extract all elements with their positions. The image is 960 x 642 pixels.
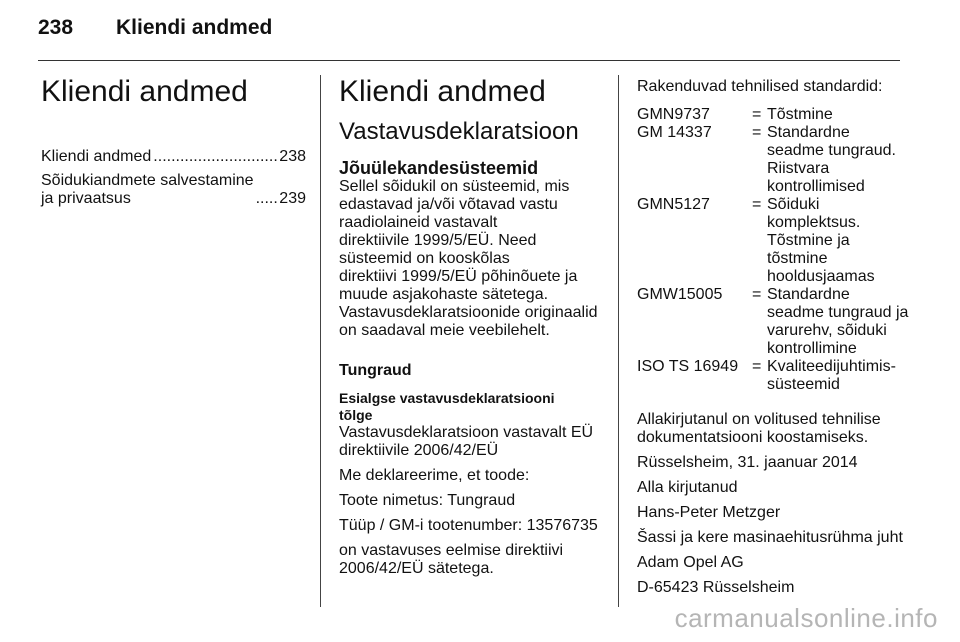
paragraph-we-declare: Me deklareerime, et toode:: [339, 467, 530, 484]
text-line: komplektsus.: [767, 214, 861, 231]
column-left: [41, 72, 306, 214]
text-line: Vastavusdeklaratsioon vastavalt EÜ: [339, 424, 594, 441]
text-line: Sellel sõidukil on süsteemid, mis: [339, 178, 570, 195]
paragraph-conformity: [339, 542, 601, 578]
table-of-contents: [41, 148, 306, 208]
text-line: seadme tungraud.: [767, 142, 896, 159]
text-line: direktiivi 1999/5/EÜ põhinõuete ja: [339, 268, 578, 285]
text-line: muude asjakohaste sätetega.: [339, 286, 549, 303]
signer-title: Šassi ja kere masinaehitusrühma juht: [637, 529, 903, 546]
paragraph-directive: [339, 424, 601, 460]
standard-description: [767, 124, 910, 196]
equals-sign: =: [752, 358, 762, 375]
text-line: dokumentatsiooni koostamiseks.: [637, 429, 869, 446]
toc-item-page: 239: [279, 190, 306, 207]
toc-item-page: 238: [279, 148, 306, 165]
text-line: varurehv, sõiduki: [767, 322, 887, 339]
paragraph-authorization: [637, 411, 912, 447]
column-divider-2: [618, 75, 619, 607]
header-divider: [38, 60, 900, 61]
text-line: seadme tungraud ja: [767, 304, 909, 321]
text-line: Standardne: [767, 124, 850, 141]
watermark: carmanualsonline.info: [674, 603, 938, 633]
standard-code: ISO TS 16949: [637, 358, 739, 375]
standard-description: [767, 358, 910, 394]
header-title: Kliendi andmed: [116, 16, 273, 39]
equals-sign: =: [752, 106, 762, 123]
paragraph-part-number: Tüüp / GM-i tootenumber: 13576735: [339, 517, 598, 534]
signed-label: Alla kirjutanud: [637, 479, 738, 496]
equals-sign: =: [752, 286, 762, 303]
section-title: Kliendi andmed: [339, 75, 546, 108]
running-header: [38, 16, 272, 40]
text-line: Standardne: [767, 286, 850, 303]
text-line: Tõstmine: [767, 106, 833, 123]
equals-sign: =: [752, 196, 762, 213]
table-row: [637, 106, 910, 124]
subsection-heading-transmission: Jõuülekandesüsteemid: [339, 158, 539, 178]
section-heading-declaration: Vastavusdeklaratsioon: [339, 118, 579, 145]
standard-code: GMW15005: [637, 286, 723, 303]
standard-description: [767, 196, 910, 286]
text-line: Kvaliteedijuhtimis-: [767, 358, 896, 375]
column-middle: [339, 72, 601, 578]
column-right: [637, 72, 912, 597]
standard-code: GMN9737: [637, 106, 710, 123]
text-line: süsteemid: [767, 376, 840, 393]
text-line: raadiolaineid vastavalt: [339, 214, 498, 231]
text-line: Allakirjutanul on volitused tehnilise: [637, 411, 881, 428]
text-line: direktiivile 1999/5/EÜ. Need: [339, 232, 537, 249]
company-name: Adam Opel AG: [637, 554, 744, 571]
table-row: [637, 124, 910, 196]
text-line: Vastavusdeklaratsioonide originaalid: [339, 304, 598, 321]
text-line: on vastavuses eelmise direktiivi: [339, 542, 564, 559]
company-address: D-65423 Rüsselsheim: [637, 579, 795, 596]
toc-leader-dots: [256, 190, 278, 208]
standard-code: GMN5127: [637, 196, 710, 213]
text-line: kontrollimine: [767, 340, 857, 357]
signer-name: Hans-Peter Metzger: [637, 504, 781, 521]
text-line: on saadaval meie veebilehelt.: [339, 322, 550, 339]
toc-item-kliendi-andmed[interactable]: [41, 148, 306, 166]
text-line: direktiivile 2006/42/EÜ: [339, 442, 499, 459]
text-line: hooldusjaamas: [767, 268, 875, 285]
standard-description: [767, 286, 910, 358]
standard-code: GM 14337: [637, 124, 712, 141]
subsection-heading-jack: Tungraud: [339, 362, 412, 379]
chapter-title: Kliendi andmed: [41, 75, 248, 108]
toc-item-soidukiandmete-salvestamine[interactable]: [41, 172, 306, 208]
text-line: Sõiduki: [767, 196, 820, 213]
text-line: Tõstmine ja: [767, 232, 850, 249]
table-row: [637, 286, 910, 358]
paragraph-product-name: Toote nimetus: Tungraud: [339, 492, 516, 509]
standards-intro: Rakenduvad tehnilised standardid:: [637, 78, 883, 95]
translation-heading: [339, 390, 601, 424]
standard-description: [767, 106, 910, 124]
table-row: [637, 358, 910, 394]
text-line: 2006/42/EÜ sätetega.: [339, 560, 494, 577]
text-line: tõstmine: [767, 250, 828, 267]
standards-table: [637, 106, 910, 394]
text-line: tõlge: [339, 407, 373, 423]
text-line: Esialgse vastavusdeklaratsiooni: [339, 390, 555, 406]
text-line: Riistvara: [767, 160, 830, 177]
column-divider-1: [320, 75, 321, 607]
toc-leader-dots: [153, 148, 277, 166]
toc-item-label: Kliendi andmed: [41, 148, 152, 165]
place-and-date: Rüsselsheim, 31. jaanuar 2014: [637, 454, 858, 471]
page-number: 238: [38, 16, 74, 39]
text-line: edastavad ja/või võtavad vastu: [339, 196, 558, 213]
equals-sign: =: [752, 124, 762, 141]
text-line: süsteemid on kooskõlas: [339, 250, 510, 267]
paragraph-transmission-systems: [339, 178, 601, 340]
text-line: kontrollimised: [767, 178, 865, 195]
table-row: [637, 196, 910, 286]
toc-item-label: Sõidukiandmete salvestamine ja privaatsus: [41, 172, 254, 207]
